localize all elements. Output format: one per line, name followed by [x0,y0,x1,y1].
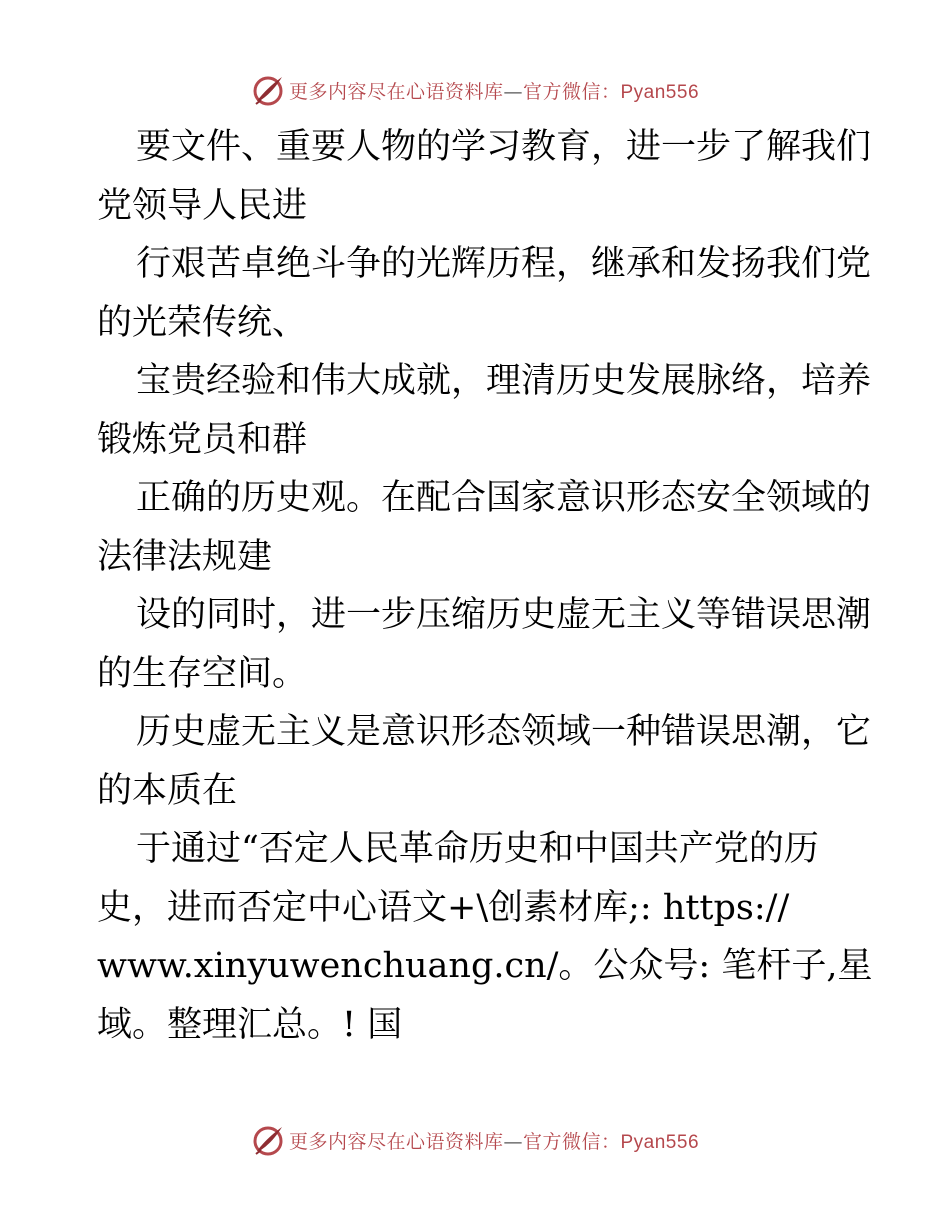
banner-account: 官方微信：Pyan556 [523,1131,700,1153]
body-text [97,118,873,1054]
text-line: 法律法规建 [97,536,273,577]
banner-account: 官方微信：Pyan556 [523,81,700,103]
text-line: 宝贵经验和伟大成就，理清历史发展脉络，培养 [136,361,872,401]
text-line: 于通过“否定人民革命历史和中国共产党的历 [136,829,819,869]
text-line: 行艰苦卓绝斗争的光辉历程，继承和发扬我们党 [136,244,872,284]
text-line: 的光荣传统、 [97,302,308,343]
banner-text [289,77,699,104]
text-line: 域。整理汇总。! 国 [97,1004,403,1045]
quill-pen-logo-icon [251,73,285,107]
text-line: 的生存空间。 [97,653,308,694]
quill-pen-logo-icon [251,1123,285,1157]
text-line: 党领导人民进 [97,185,308,226]
footer-banner [0,1118,950,1162]
banner-dash: — [503,80,523,103]
text-line: 锻炼党员和群 [97,419,308,460]
text-line: 史，进而否定中心语文+\创素材库;: https:// [97,887,790,928]
text-line: 设的同时，进一步压缩历史虚无主义等错误思潮 [136,595,872,635]
banner-title: 更多内容尽在心语资料库 [288,80,504,103]
banner-title: 更多内容尽在心语资料库 [288,1130,504,1153]
text-line: 正确的历史观。在配合国家意识形态安全领域的 [136,478,872,518]
text-line: 历史虚无主义是意识形态领域一种错误思潮，它 [136,712,872,752]
text-line: www.xinyuwenchuang.cn/。公众号: 笔杆子,星 [97,946,873,986]
text-line: 要文件、重要人物的学习教育，进一步了解我们 [136,127,872,167]
banner-dash: — [503,1130,523,1153]
text-line: 的本质在 [97,770,238,811]
banner-text [289,1127,699,1154]
header-banner [0,68,950,112]
